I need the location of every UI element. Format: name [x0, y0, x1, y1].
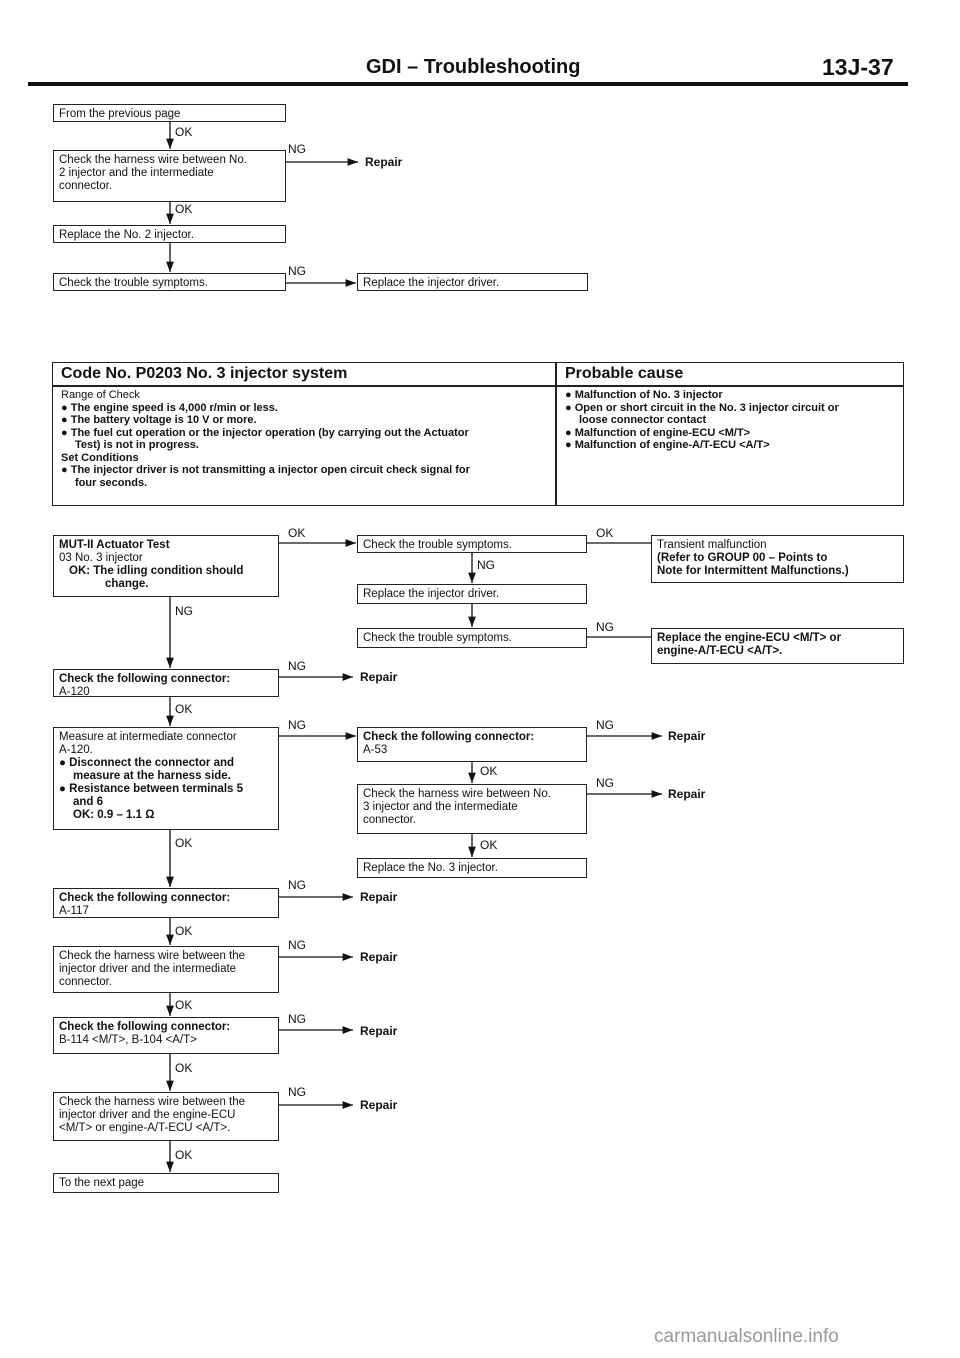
repair-label: Repair — [668, 729, 706, 743]
connector-a120-box — [53, 669, 279, 697]
code-table-title: Code No. P0203 No. 3 injector system — [61, 365, 348, 382]
probable-cause-section — [565, 389, 839, 452]
range-label: Range of Check — [61, 389, 140, 401]
check-symptoms-a-box — [357, 535, 587, 553]
to-next-page-box — [53, 1173, 279, 1193]
repair-label: Repair — [360, 950, 398, 964]
measure-line6: and 6 — [73, 796, 104, 808]
harness-driver-ecu-box — [53, 1092, 279, 1141]
measure-line3: Disconnect the connector and — [69, 757, 235, 769]
transient-line1: Transient malfunction — [657, 539, 767, 551]
ng-label: NG — [175, 604, 193, 618]
connector-a120-line1: Check the following connector: — [59, 673, 231, 685]
ng-label: NG — [477, 558, 495, 572]
bullet-icon: ● — [61, 414, 68, 426]
page-number: 13J-37 — [822, 54, 894, 80]
ok-label: OK — [175, 1061, 193, 1075]
bullet-icon: ● — [59, 783, 66, 795]
ok-label: OK — [175, 202, 193, 216]
replace-driver-box — [357, 584, 587, 604]
ok-label: OK — [480, 838, 498, 852]
harness-ecu-line3: <M/T> or engine-A/T-ECU <A/T>. — [59, 1122, 231, 1134]
connector-a117-line2: A-117 — [59, 905, 89, 917]
replace-no3-injector-box — [357, 858, 587, 878]
transient-line2: (Refer to GROUP 00 – Points to — [657, 552, 828, 564]
transient-line3: Note for Intermittent Malfunctions.) — [657, 565, 849, 577]
measure-line4: measure at the harness side. — [73, 770, 231, 782]
probable-cause-title: Probable cause — [565, 365, 684, 382]
ok-label: OK — [175, 924, 193, 938]
repair-label: Repair — [668, 787, 706, 801]
table-column-divider — [555, 363, 557, 505]
connector-a53-line1: Check the following connector: — [363, 731, 535, 743]
connector-b114-line1: Check the following connector: — [59, 1021, 231, 1033]
repair-label: Repair — [365, 155, 403, 169]
range-item-cont: Test) is not in progress. — [75, 439, 199, 451]
ng-label: NG — [288, 878, 306, 892]
range-item: The engine speed is 4,000 r/min or less. — [70, 401, 278, 414]
repair-label: Repair — [360, 670, 398, 684]
ng-label: NG — [288, 1012, 306, 1026]
replace-no2-injector-box — [53, 225, 286, 243]
bullet-icon: ● — [61, 464, 68, 476]
from-previous-page-box — [53, 104, 286, 122]
connector-a53-box — [357, 727, 587, 762]
mut-line4: change. — [105, 578, 149, 590]
check-symptoms-a-text: Check the trouble symptoms. — [363, 539, 512, 551]
bullet-icon: ● — [61, 401, 68, 414]
measure-line2: A-120. — [59, 744, 93, 756]
ok-label: OK — [288, 526, 306, 540]
repair-label: Repair — [360, 890, 398, 904]
repair-label: Repair — [360, 1024, 398, 1038]
page-title: GDI – Troubleshooting — [366, 56, 581, 78]
ng-label: NG — [288, 264, 306, 278]
replace-no2-injector-text: Replace the No. 2 injector. — [59, 229, 194, 241]
repair-label: Repair — [360, 1098, 398, 1112]
cause-item: Malfunction of engine-A/T-ECU <A/T> — [574, 439, 770, 451]
check-harness-no2-line1: Check the harness wire between No. — [59, 154, 247, 166]
replace-ecu-box — [651, 628, 904, 664]
range-item: The fuel cut operation or the injector operation (by carrying out the Actuator — [70, 426, 469, 439]
set-condition-item-cont: four seconds. — [75, 476, 148, 489]
check-harness-no2-line3: connector. — [59, 180, 113, 192]
ng-label: NG — [596, 620, 614, 634]
replace-injector-driver-box — [357, 273, 588, 291]
watermark: carmanualsonline.info — [654, 1326, 839, 1347]
connector-a120-line2: A-120 — [59, 686, 90, 698]
ng-label: NG — [596, 718, 614, 732]
replace-ecu-line1: Replace the engine-ECU <M/T> or — [657, 632, 842, 644]
cause-item: Malfunction of engine-ECU <M/T> — [574, 426, 751, 439]
ng-label: NG — [288, 718, 306, 732]
ok-label: OK — [175, 1148, 193, 1162]
ok-label: OK — [480, 764, 498, 778]
measure-line1: Measure at intermediate connector — [59, 731, 237, 743]
mut-line3: OK: The idling condition should — [69, 565, 244, 577]
check-harness-no2-line2: 2 injector and the intermediate — [59, 167, 214, 179]
code-table — [52, 362, 904, 506]
connector-b114-box — [53, 1017, 279, 1054]
connector-a53-line2: A-53 — [363, 744, 388, 756]
harness-ecu-line2: injector driver and the engine-ECU — [59, 1109, 236, 1121]
harness-no3-line1: Check the harness wire between No. — [363, 788, 551, 800]
bullet-icon: ● — [59, 757, 66, 769]
check-harness-no2-box — [53, 150, 286, 202]
bullet-icon: ● — [61, 426, 68, 439]
check-symptoms-b-text: Check the trouble symptoms. — [363, 632, 512, 644]
connector-b114-line2: B-114 <M/T>, B-104 <A/T> — [59, 1034, 197, 1046]
harness-driver-intermediate-box — [53, 946, 279, 993]
ng-label: NG — [596, 776, 614, 790]
harness-drv-line1: Check the harness wire between the — [59, 950, 246, 962]
range-item: The battery voltage is 10 V or more. — [70, 414, 257, 426]
bullet-icon: ● — [565, 401, 572, 414]
ng-label: NG — [288, 1085, 306, 1099]
from-previous-page-text: From the previous page — [59, 108, 181, 120]
check-symptoms-b-box — [357, 628, 587, 648]
bullet-icon: ● — [565, 426, 572, 439]
connector-a117-line1: Check the following connector: — [59, 892, 231, 904]
set-condition-item: The injector driver is not transmitting a injector open circuit check signal for — [70, 464, 470, 476]
ok-label: OK — [596, 526, 614, 540]
measure-a120-box — [53, 727, 279, 830]
harness-no3-line2: 3 injector and the intermediate — [363, 801, 518, 813]
cause-item: Open or short circuit in the No. 3 injector circuit or — [574, 401, 839, 414]
bullet-icon: ● — [565, 389, 572, 401]
replace-driver-text: Replace the injector driver. — [363, 588, 500, 600]
harness-no3-line3: connector. — [363, 814, 417, 826]
replace-no3-injector-text: Replace the No. 3 injector. — [363, 862, 498, 874]
ok-label: OK — [175, 836, 193, 850]
connector-a117-box — [53, 888, 279, 918]
mut-line1: MUT-II Actuator Test — [59, 539, 170, 551]
ok-label: OK — [175, 998, 193, 1012]
measure-line5: Resistance between terminals 5 — [69, 783, 244, 795]
range-of-check-section — [61, 389, 470, 489]
harness-ecu-line1: Check the harness wire between the — [59, 1096, 246, 1108]
harness-drv-line3: connector. — [59, 976, 113, 988]
ng-label: NG — [288, 142, 306, 156]
ok-label: OK — [175, 702, 193, 716]
cause-item: Malfunction of No. 3 injector — [574, 389, 723, 401]
ng-label: NG — [288, 659, 306, 673]
table-header-divider — [53, 385, 903, 387]
bullet-icon: ● — [565, 439, 572, 451]
mut-actuator-test-box — [53, 535, 279, 597]
set-conditions-label: Set Conditions — [61, 451, 139, 464]
check-trouble-symptoms-text: Check the trouble symptoms. — [59, 277, 208, 289]
replace-injector-driver-text: Replace the injector driver. — [363, 277, 500, 289]
mut-line2: 03 No. 3 injector — [59, 552, 143, 564]
ok-label: OK — [175, 125, 193, 139]
replace-ecu-line2: engine-A/T-ECU <A/T>. — [657, 645, 783, 657]
to-next-page-text: To the next page — [59, 1177, 145, 1189]
cause-item-cont: loose connector contact — [579, 414, 707, 426]
measure-line7: OK: 0.9 – 1.1 Ω — [73, 809, 155, 821]
transient-malfunction-box — [651, 535, 904, 583]
harness-drv-line2: injector driver and the intermediate — [59, 963, 237, 975]
harness-no3-box — [357, 784, 587, 834]
check-trouble-symptoms-box — [53, 273, 286, 291]
ng-label: NG — [288, 938, 306, 952]
